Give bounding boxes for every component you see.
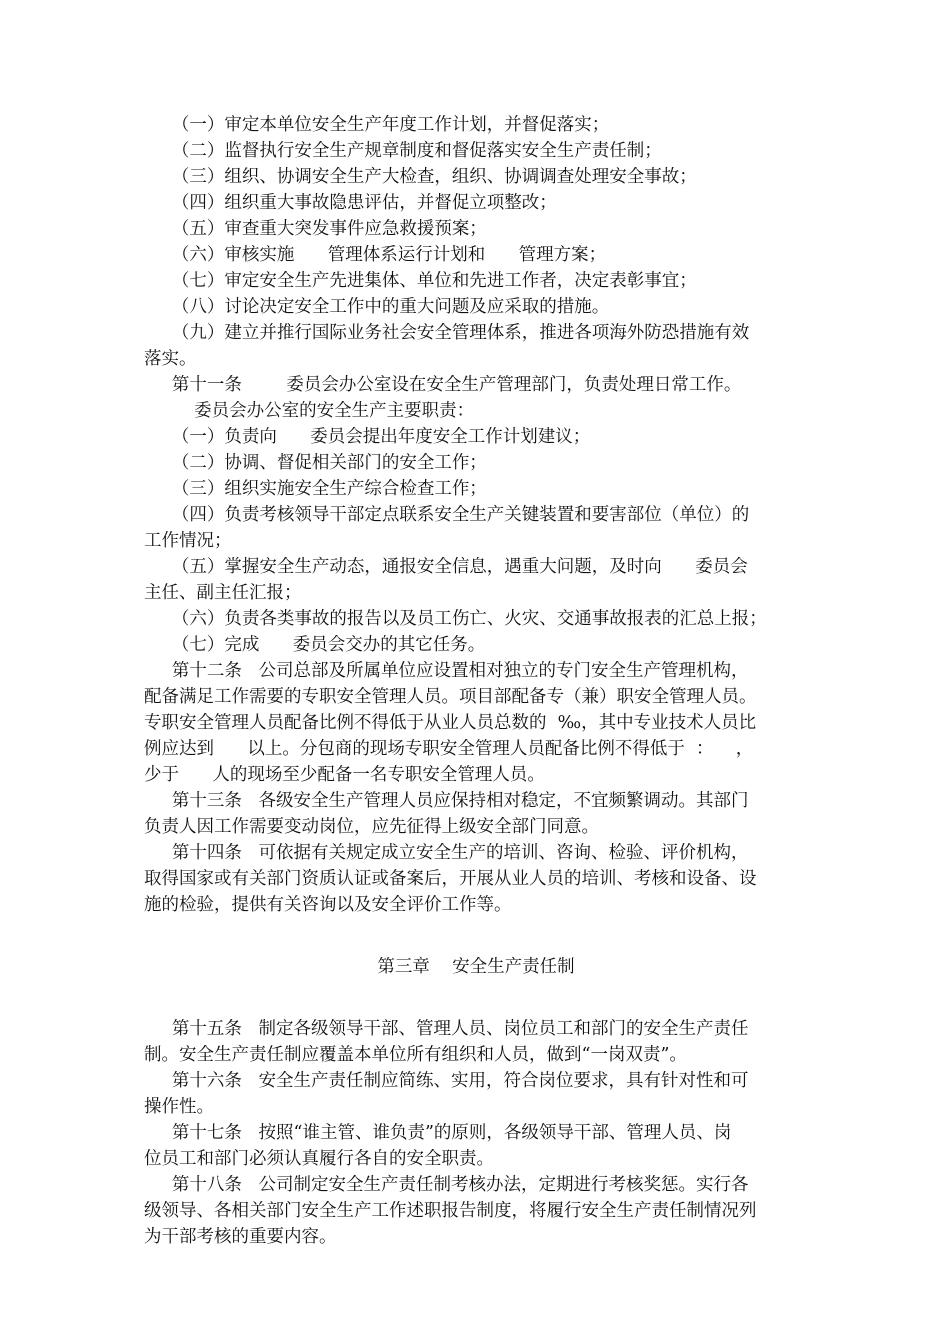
text-line: （一）负责向 委员会提出年度安全工作计划建议；: [144, 427, 591, 447]
text-line: （一）审定本单位安全生产年度工作计划，并督促落实；: [144, 115, 610, 135]
text-line: （八）讨论决定安全工作中的重大问题及应采取的措施。: [144, 297, 610, 317]
text-line: （七）审定安全生产先进集体、单位和先进工作者，决定表彰事宜；: [144, 271, 697, 291]
text-line: 第十七条 按照“谁主管、谁负责”的原则，各级领导干部、管理人员、岗: [144, 1123, 732, 1143]
text-line: 操作性。: [144, 1097, 214, 1117]
text-line: （三）组织、协调安全生产大检查，组织、协调调查处理安全事故；: [144, 167, 697, 187]
text-line: （四）负责考核领导干部定点联系安全生产关键装置和要害部位（单位）的: [144, 505, 750, 525]
text-line: （五）审查重大突发事件应急救援预案；: [144, 219, 487, 239]
text-line: 第十四条 可依据有关规定成立安全生产的培训、咨询、检验、评价机构，: [144, 843, 749, 863]
text-line: （九）建立并推行国际业务社会安全管理体系，推进各项海外防恐措施有效: [144, 323, 750, 343]
text-line: （五）掌握安全生产动态，通报安全信息，遇重大问题，及时向 委员会: [144, 557, 748, 577]
text-line: 少于 人的现场至少配备一名专职安全管理人员。: [144, 765, 545, 785]
text-line: （三）组织实施安全生产综合检查工作；: [144, 479, 487, 499]
text-line: （二）协调、督促相关部门的安全工作；: [144, 453, 487, 473]
text-line: 主任、副主任汇报；: [144, 583, 302, 603]
text-line: 第十六条 安全生产责任制应简练、实用，符合岗位要求，具有针对性和可: [144, 1071, 749, 1091]
text-line: （六）负责各类事故的报告以及员工伤亡、火灾、交通事故报表的汇总上报；: [144, 609, 767, 629]
text-line: 为干部考核的重要内容。: [144, 1227, 337, 1247]
text-line: 级领导、各相关部门安全生产工作述职报告制度，将履行安全生产责任制情况列: [144, 1201, 757, 1221]
text-line: 第十三条 各级安全生产管理人员应保持相对稳定，不宜频繁调动。其部门: [144, 791, 749, 811]
text-line: 取得国家或有关部门资质认证或备案后，开展从业人员的培训、考核和设备、设: [144, 869, 757, 889]
text-line: （二）监督执行安全生产规章制度和督促落实安全生产责任制；: [144, 141, 662, 161]
text-line: 位员工和部门必须认真履行各自的安全职责。: [144, 1149, 494, 1169]
chapter-heading: 第三章 安全生产责任制: [377, 957, 575, 977]
text-line: 委员会办公室的安全生产主要职责：: [144, 401, 475, 421]
text-line: 制。安全生产责任制应覆盖本单位所有组织和人员，做到“一岗双责”。: [144, 1045, 687, 1065]
text-line: 第十八条 公司制定安全生产责任制考核办法，定期进行考核奖惩。实行各: [144, 1175, 749, 1195]
text-line: 专职安全管理人员配备比例不得低于从业人员总数的 ‰，其中专业技术人员比: [144, 713, 757, 733]
text-line: （六）审核实施 管理体系运行计划和 管理方案；: [144, 245, 607, 265]
text-line: 落实。: [144, 349, 197, 369]
text-line: 第十二条 公司总部及所属单位应设置相对独立的专门安全生产管理机构，: [144, 661, 749, 681]
text-line: 第十一条 委员会办公室设在安全生产管理部门，负责处理日常工作。: [144, 375, 742, 395]
text-line: 例应达到 以上。分包商的现场专职安全管理人员配备比例不得低于 ： ，: [144, 739, 754, 759]
text-line: 配备满足工作需要的专职安全管理人员。项目部配备专（兼）职安全管理人员。: [144, 687, 757, 707]
text-line: （四）组织重大事故隐患评估，并督促立项整改；: [144, 193, 557, 213]
text-line: 第十五条 制定各级领导干部、管理人员、岗位员工和部门的安全生产责任: [144, 1019, 749, 1039]
text-line: 负责人因工作需要变动岗位，应先征得上级安全部门同意。: [144, 817, 599, 837]
text-line: 施的检验，提供有关咨询以及安全评价工作等。: [144, 895, 512, 915]
text-line: （七）完成 委员会交办的其它任务。: [144, 635, 486, 655]
text-line: 工作情况；: [144, 531, 232, 551]
